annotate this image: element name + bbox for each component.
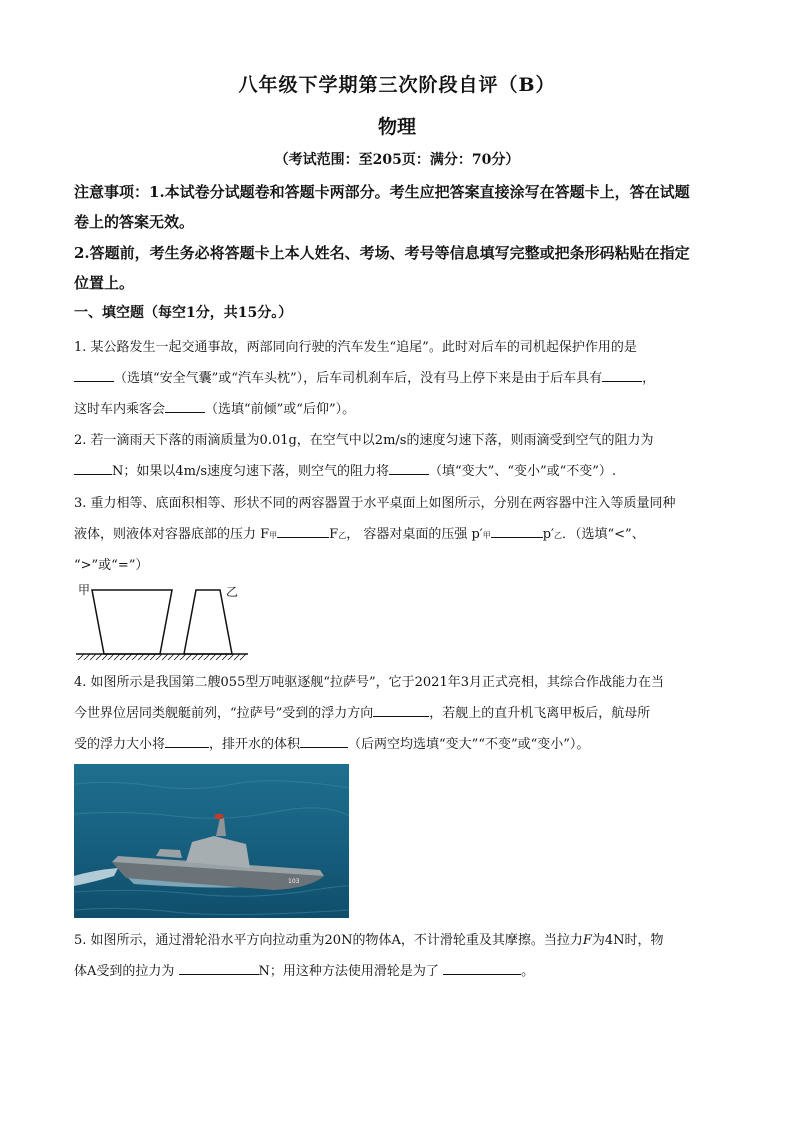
q2-blank-1[interactable]	[74, 461, 112, 475]
q3-text: F	[329, 527, 339, 542]
q1-line-3	[74, 394, 724, 425]
subscript-yi: 乙	[554, 531, 563, 540]
q3-text: p′	[542, 527, 555, 542]
q4-text: ，排开水的体积	[209, 737, 301, 752]
table-hatching	[78, 654, 246, 660]
subscript-yi: 乙	[338, 531, 347, 540]
container-jia	[92, 590, 172, 654]
q5-text: 体A受到的拉力为	[74, 964, 175, 979]
q4-text: ，若舰上的直升机飞离甲板后，航母所	[429, 706, 651, 721]
q3-blank-1[interactable]	[277, 524, 329, 538]
q1-text: 这时车内乘客会	[74, 402, 166, 417]
notes-line-3: 2.答题前，考生务必将答题卡上本人姓名、考场、考号等信息填写完整或把条形码粘贴在指定	[74, 244, 690, 262]
q3-line-1	[74, 488, 724, 519]
label-yi: 乙	[226, 585, 239, 599]
q2-text: 2. 若一滴雨天下落的雨滴质量为0.01g，在空气中以2m/s的速度匀速下落，则雨滴受到空气的阻力为	[74, 433, 654, 448]
q5-blank-2[interactable]	[443, 961, 521, 975]
containers-diagram	[74, 580, 250, 664]
subscript-jia: 甲	[269, 531, 278, 540]
exam-title: 八年级下学期第三次阶段自评（B）	[238, 74, 556, 96]
q4-blank-2[interactable]	[165, 734, 209, 748]
q5-text: N；用这种方法使用滑轮是为了	[258, 964, 439, 979]
q1-blank-1[interactable]	[74, 368, 114, 382]
q4-line-1	[74, 667, 724, 698]
q5-text: 。	[521, 964, 535, 979]
q4-text: 受的浮力大小将	[74, 737, 166, 752]
q4-line-3	[74, 729, 724, 760]
q1-text: （选填“前倾”或“后仰”）。	[205, 402, 356, 417]
q4-text: 今世界位居同类舰艇前列，“拉萨号”受到的浮力方向	[74, 706, 374, 721]
q1-line-1	[74, 332, 724, 363]
q5-line-1	[74, 925, 724, 956]
q1-text: ，	[642, 371, 656, 386]
q3-text: ， 容器对桌面的压强 p′	[346, 527, 483, 542]
force-variable: F	[582, 933, 592, 948]
q3-text: “>”或“=”）	[74, 558, 149, 573]
q5-line-2	[74, 956, 724, 987]
q5-text: 为4N时，物	[591, 933, 664, 948]
q1-blank-3[interactable]	[165, 399, 205, 413]
q4-blank-1[interactable]	[373, 703, 429, 717]
ship-flag	[215, 814, 223, 819]
section-heading: 一、填空题（每空1分，共15分。）	[74, 305, 293, 321]
q3-line-3	[74, 550, 724, 581]
notes-line-1: 注意事项：1.本试卷分试题卷和答题卡两部分。考生应把答案直接涂写在答题卡上，答在试题	[74, 183, 690, 201]
destroyer-illustration	[74, 764, 349, 918]
q1-line-2	[74, 363, 724, 394]
q1-blank-2[interactable]	[602, 368, 642, 382]
subscript-jia: 甲	[482, 531, 491, 540]
q2-line-2	[74, 456, 724, 487]
q4-text: 4. 如图所示是我国第二艘055型万吨驱逐舰“拉萨号”，它于2021年3月正式亮相，其综合作战能力在当	[74, 675, 664, 690]
q2-blank-2[interactable]	[389, 461, 429, 475]
q4-text: （后两空均选填“变大”“不变”或“变小”）。	[348, 737, 590, 752]
q2-text: （填“变大”、“变小”或“不变”）.	[429, 464, 617, 479]
notes-line-2: 卷上的答案无效。	[74, 213, 195, 231]
q3-blank-2[interactable]	[491, 524, 543, 538]
q1-text: 1. 某公路发生一起交通事故，两部同向行驶的汽车发生“追尾”。此时对后车的司机起保护作用的是	[74, 340, 637, 355]
q1-text: （选填“安全气囊”或“汽车头枕”），后车司机刹车后，没有马上停下来是由于后车具有	[114, 371, 603, 386]
q5-text: 5. 如图所示，通过滑轮沿水平方向拉动重为20N的物体A，不计滑轮重及其摩擦。当拉力	[74, 933, 583, 948]
hull-number: 103	[288, 878, 300, 885]
notes-line-4: 位置上。	[74, 274, 135, 292]
containers-figure	[74, 580, 250, 664]
container-yi	[184, 590, 232, 654]
destroyer-photo	[74, 764, 349, 918]
q2-text: N；如果以4m/s速度匀速下落，则空气的阻力将	[112, 464, 390, 479]
q4-line-2	[74, 698, 724, 729]
label-jia: 甲	[78, 583, 91, 597]
q3-text: ．（选填“<”、	[562, 527, 645, 542]
q4-blank-3[interactable]	[300, 734, 348, 748]
q5-blank-1[interactable]	[179, 961, 259, 975]
q2-line-1	[74, 425, 724, 456]
exam-info: （考试范围：至205页：满分：70分）	[274, 152, 520, 168]
q3-text: 3. 重力相等、底面积相等、形状不同的两容器置于水平桌面上如图所示，分别在两容器中注入等质量同种	[74, 496, 676, 511]
subject-title: 物理	[377, 116, 416, 138]
q3-line-2	[74, 519, 724, 551]
q3-text: 液体，则液体对容器底部的压力 F	[74, 527, 270, 542]
